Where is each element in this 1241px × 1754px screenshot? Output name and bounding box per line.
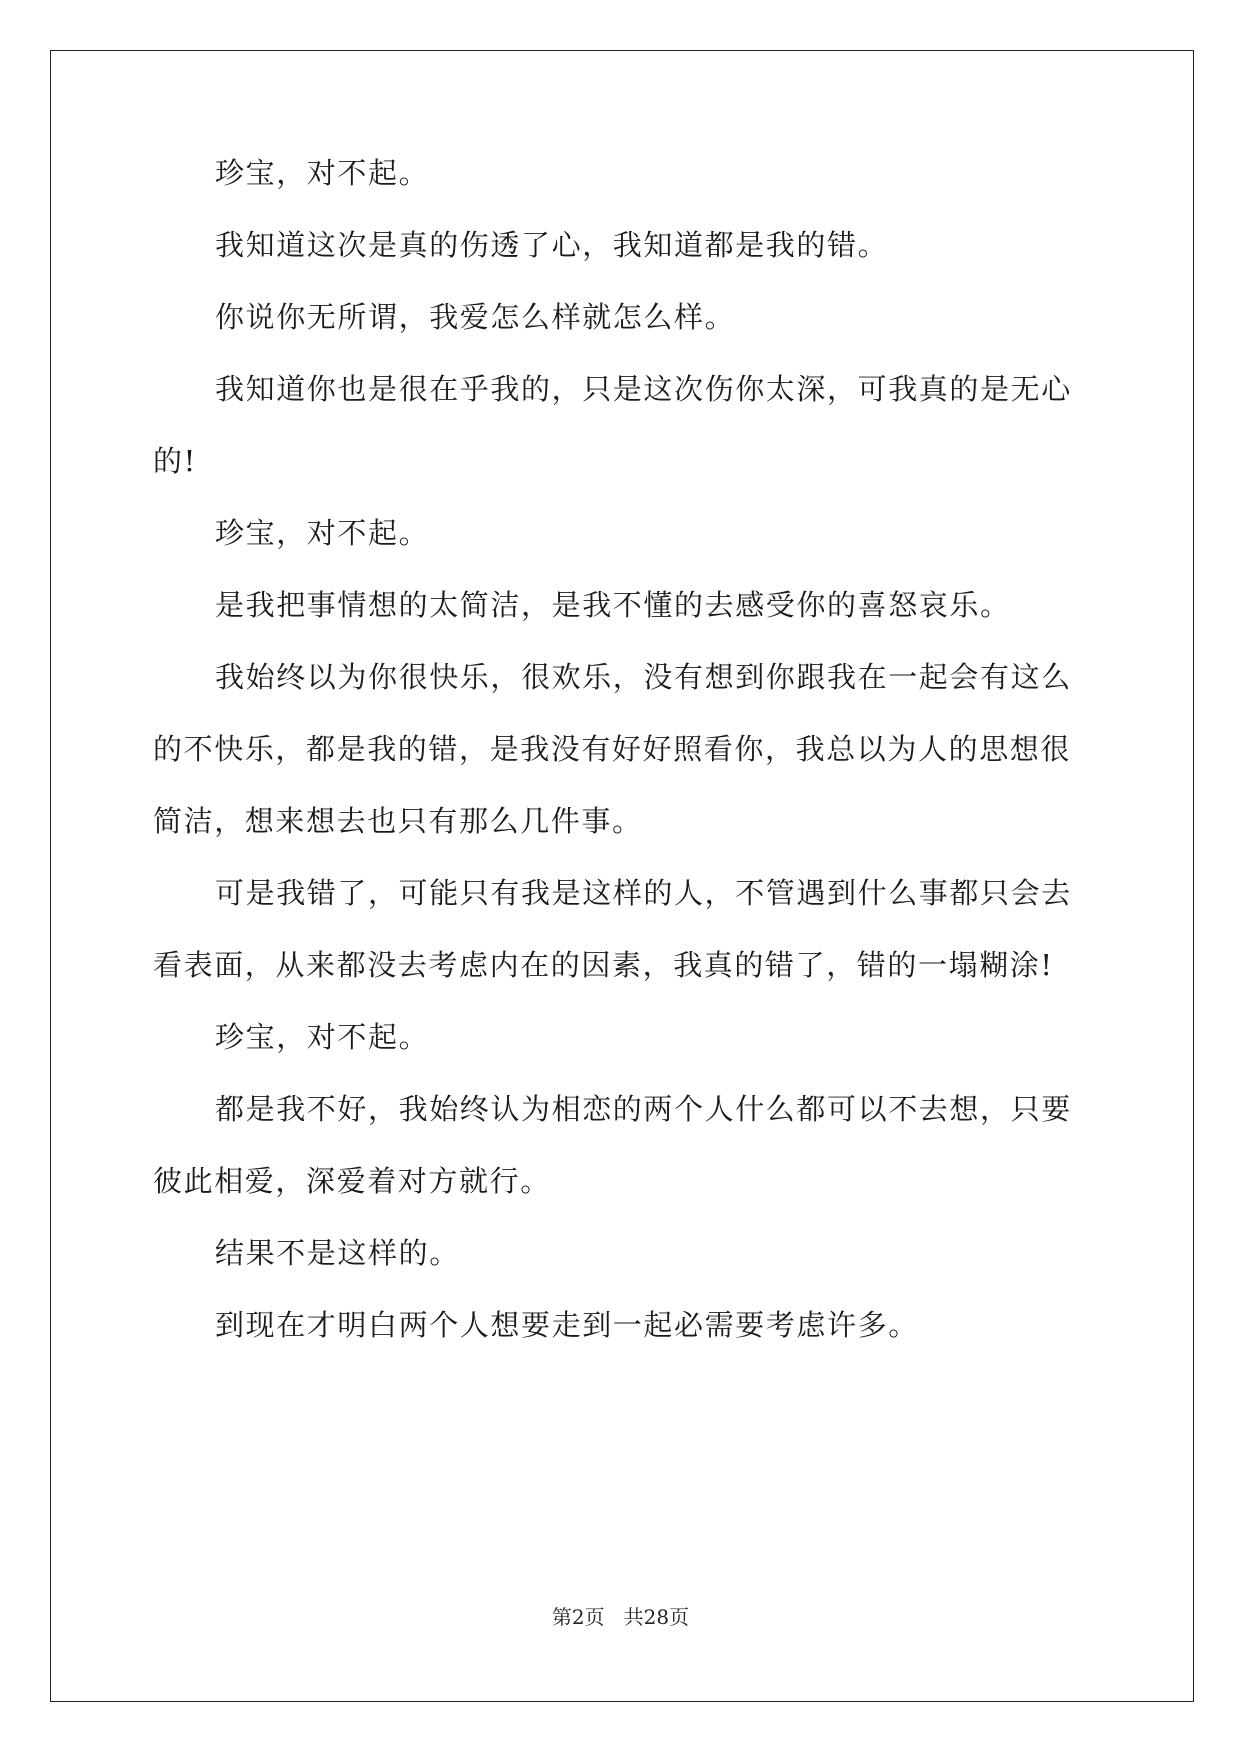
paragraph-line: 结果不是这样的。 (215, 1236, 460, 1270)
paragraph-line: 可是我错了，可能只有我是这样的人，不管遇到什么事都只会去 (215, 876, 1072, 910)
paragraph-line: 到现在才明白两个人想要走到一起必需要考虑许多。 (215, 1308, 919, 1342)
paragraph-line: 我知道你也是很在乎我的，只是这次伤你太深，可我真的是无心 (215, 372, 1072, 406)
page-number-footer: 第2页 共28页 (551, 1605, 690, 1629)
paragraph-line: 我知道这次是真的伤透了心，我知道都是我的错。 (215, 228, 889, 262)
paragraph-line: 的! (153, 444, 197, 478)
paragraph-line: 珍宝，对不起。 (215, 1020, 430, 1054)
paragraph-line: 都是我不好，我始终认为相恋的两个人什么都可以不去想，只要 (215, 1092, 1072, 1126)
paragraph-line: 彼此相爱，深爱着对方就行。 (153, 1164, 551, 1198)
paragraph-line: 我始终以为你很快乐，很欢乐，没有想到你跟我在一起会有这么 (215, 660, 1072, 694)
paragraph-line: 珍宝，对不起。 (215, 156, 430, 190)
paragraph-line: 是我把事情想的太简洁，是我不懂的去感受你的喜怒哀乐。 (215, 588, 1011, 622)
paragraph-line: 的不快乐，都是我的错，是我没有好好照看你，我总以为人的思想很 (153, 732, 1072, 766)
paragraph-line: 简洁，想来想去也只有那么几件事。 (153, 804, 643, 838)
paragraph-line: 看表面，从来都没去考虑内在的因素，我真的错了，错的一塌糊涂! (153, 948, 1054, 982)
paragraph-line: 珍宝，对不起。 (215, 516, 430, 550)
paragraph-line: 你说你无所谓，我爱怎么样就怎么样。 (215, 300, 736, 334)
